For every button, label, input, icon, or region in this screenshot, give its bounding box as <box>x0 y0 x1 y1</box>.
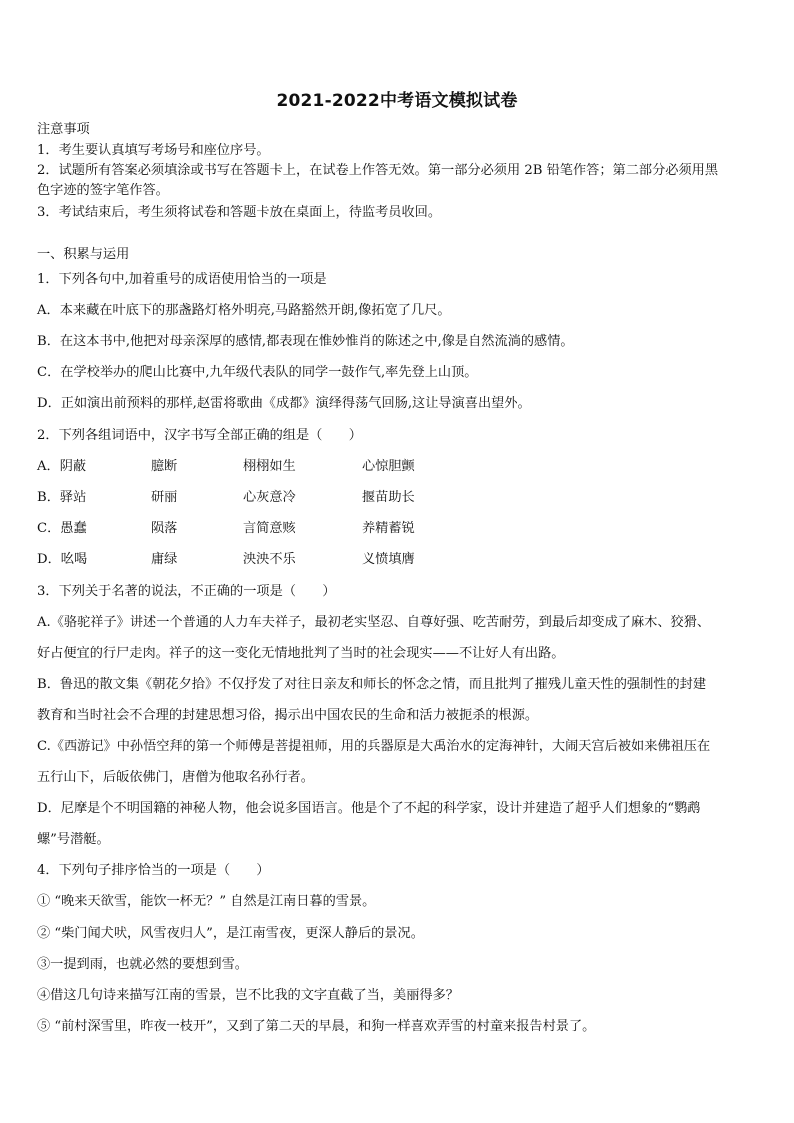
word-cell: A．阴蔽 <box>37 459 87 474</box>
question-4-sentence: ③一提到雨，也就必然的要想到雪。 <box>37 957 248 972</box>
word-cell: 栩栩如生 <box>243 459 296 474</box>
question-3-line: D．尼摩是个不明国籍的神秘人物，他会说多国语言。他是个了不起的科学家，设计并建造了超乎人们想象的“鹦鹉 <box>37 801 701 816</box>
question-3-line: 好占便宜的行尸走肉。祥子的这一变化无情地批判了当时的社会现实——不让好人有出路。 <box>37 646 565 661</box>
word-cell: 揠苗助长 <box>362 490 415 505</box>
section-heading: 一、积累与运用 <box>37 247 130 262</box>
word-cell: 言简意赅 <box>243 521 296 536</box>
word-cell: 研丽 <box>151 490 178 505</box>
question-3-line: C.《西游记》中孙悟空拜的第一个师傅是菩提祖师，用的兵器原是大禹治水的定海神针，大闹天宫后被如来佛祖压在 <box>37 739 711 754</box>
notice-item: 2．试题所有答案必须填涂或书写在答题卡上，在试卷上作答无效。第一部分必须用 2B 铅笔作答；第二部分必须用黑 <box>37 163 719 178</box>
question-1-option-c: C．在学校举办的爬山比赛中,九年级代表队的同学一鼓作气,率先登上山顶。 <box>37 365 478 380</box>
word-cell: 义愤填膺 <box>362 552 415 567</box>
notice-heading: 注意事项 <box>37 122 90 137</box>
question-2-stem: 2．下列各组词语中，汉字书写全部正确的组是（ ） <box>37 428 362 443</box>
question-1-option-a: A．本来藏在叶底下的那盏路灯格外明亮,马路豁然开朗,像拓宽了几尺。 <box>37 303 451 318</box>
word-cell: 泱泱不乐 <box>243 552 296 567</box>
word-cell: 庸绿 <box>151 552 178 567</box>
exam-title: 2021-2022中考语文模拟试卷 <box>276 91 518 111</box>
question-3-stem: 3．下列关于名著的说法，不正确的一项是（ ） <box>37 584 336 599</box>
word-cell: B．驿站 <box>37 490 87 505</box>
notice-item: 1．考生要认真填写考场号和座位序号。 <box>37 143 270 158</box>
question-4-sentence: ④借这几句诗来描写江南的雪景，岂不比我的文字直截了当，美丽得多？ <box>37 988 459 1003</box>
question-1-option-d: D．正如演出前预料的那样,赵雷将歌曲《成都》演绎得荡气回肠,这让导演喜出望外。 <box>37 396 531 411</box>
word-cell: D．吆喝 <box>37 552 88 567</box>
question-4-sentence: ② “柴门闻犬吠，风雪夜归人”，是江南雪夜，更深人静后的景况。 <box>37 926 424 941</box>
word-cell: 心惊胆颤 <box>362 459 415 474</box>
question-4-sentence: ① “晚来天欲雪，能饮一杯无？” 自然是江南日暮的雪景。 <box>37 894 376 909</box>
question-3-line: 五行山下，后皈依佛门，唐僧为他取名孙行者。 <box>37 770 314 785</box>
word-cell: 臆断 <box>151 459 178 474</box>
question-1-stem: 1．下列各句中,加着重号的成语使用恰当的一项是 <box>37 272 327 287</box>
question-3-line: 螺”号潜艇。 <box>37 832 110 847</box>
word-cell: 心灰意冷 <box>243 490 296 505</box>
question-3-line: 教育和当时社会不合理的封建思想习俗，揭示出中国农民的生命和活力被扼杀的根源。 <box>37 708 539 723</box>
notice-item: 3．考试结束后，考生须将试卷和答题卡放在桌面上，待监考员收回。 <box>37 205 442 220</box>
question-3-line: B．鲁迅的散文集《朝花夕拾》不仅抒发了对往日亲友和师长的怀念之情，而且批判了摧残儿童天性的强制性的封建 <box>37 677 707 692</box>
question-4-sentence: ⑤ “前村深雪里，昨夜一枝开”，又到了第二天的早晨，和狗一样喜欢弄雪的村童来报告村景了。 <box>37 1019 596 1034</box>
word-cell: 养精蓄锐 <box>362 521 415 536</box>
word-cell: C．愚蠢 <box>37 521 87 536</box>
question-3-line: A.《骆驼祥子》讲述一个普通的人力车夫祥子，最初老实坚忍、自尊好强、吃苦耐劳，到最后却变成了麻木、狡猾、 <box>37 615 711 630</box>
word-cell: 陨落 <box>151 521 178 536</box>
question-1-option-b: B．在这本书中,他把对母亲深厚的感情,都表现在惟妙惟肖的陈述之中,像是自然流淌的感情。 <box>37 334 574 349</box>
notice-item: 色字迹的签字笔作答。 <box>37 183 169 198</box>
question-4-stem: 4．下列句子排序恰当的一项是（ ） <box>37 863 270 878</box>
